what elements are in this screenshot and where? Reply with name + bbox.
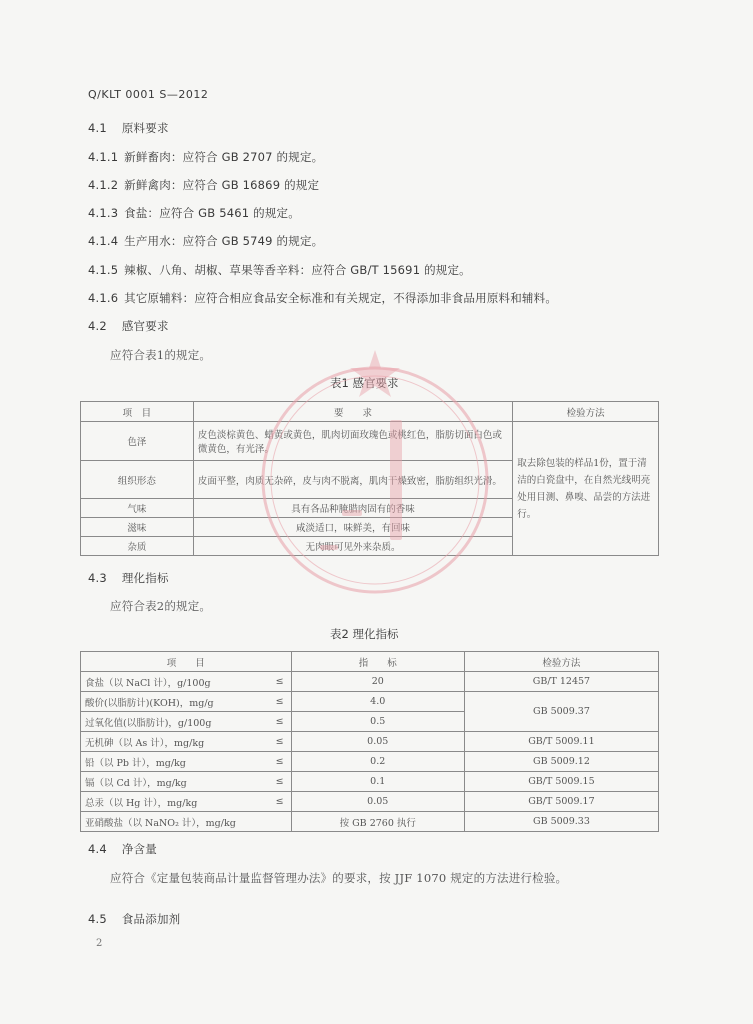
section-text: 新鲜畜肉：应符合 GB 2707 的规定。 — [124, 150, 324, 164]
table-row — [81, 732, 659, 752]
cell-item: 总汞（以 Hg 计），mg/kg — [81, 792, 269, 812]
section-title: 原料要求 — [121, 121, 169, 135]
column-header-value: 指 标 — [291, 652, 464, 672]
cell-comparator: ≤ — [269, 772, 291, 792]
cell-comparator: ≤ — [269, 752, 291, 772]
section-4-4-heading — [88, 841, 157, 857]
column-header-item: 项 目 — [81, 402, 194, 422]
page-number: 2 — [96, 938, 103, 949]
section-number: 4.2 — [88, 319, 107, 333]
table2-reference: 应符合表2的规定。 — [110, 599, 212, 613]
section-title: 净含量 — [121, 842, 157, 856]
cell-method: GB/T 5009.17 — [464, 792, 658, 812]
cell-value: 20 — [291, 672, 464, 692]
table-row — [81, 772, 659, 792]
document-id: Q/KLT 0001 S—2012 — [88, 88, 209, 101]
table-row — [81, 752, 659, 772]
section-4-5-heading — [88, 911, 180, 927]
table-row — [81, 672, 659, 692]
sensory-requirements-table — [80, 401, 659, 556]
cell-value: 按 GB 2760 执行 — [291, 812, 464, 832]
section-text: 食盐：应符合 GB 5461 的规定。 — [124, 206, 300, 220]
cell-value: 0.05 — [291, 732, 464, 752]
section-number: 4.1.3 — [88, 206, 119, 220]
section-title: 食品添加剂 — [121, 912, 181, 926]
section-4-3-heading — [88, 570, 169, 586]
section-4-1-4 — [88, 233, 323, 249]
section-4-1-1 — [88, 149, 323, 165]
cell-method: GB 5009.37 — [464, 692, 658, 732]
section-text: 新鲜禽肉：应符合 GB 16869 的规定 — [124, 178, 320, 192]
section-number: 4.5 — [88, 912, 107, 926]
cell-requirement: 具有各品种腌腊肉固有的香味 — [193, 499, 512, 518]
cell-item: 过氧化值(以脂肪计)，g/100g — [81, 712, 269, 732]
section-4-1-6 — [88, 290, 557, 306]
cell-method: GB 5009.12 — [464, 752, 658, 772]
cell-requirement: 无肉眼可见外来杂质。 — [193, 537, 512, 556]
section-text: 辣椒、八角、胡椒、草果等香辛料：应符合 GB/T 15691 的规定。 — [124, 263, 471, 277]
cell-comparator: ≤ — [269, 712, 291, 732]
cell-item: 杂质 — [81, 537, 194, 556]
table-header-row — [81, 652, 659, 672]
cell-item: 食盐（以 NaCl 计），g/100g — [81, 672, 269, 692]
cell-requirement: 咸淡适口，味鲜美，有回味 — [193, 518, 512, 537]
section-number: 4.3 — [88, 571, 107, 585]
section-number: 4.1.4 — [88, 234, 119, 248]
cell-item: 组织形态 — [81, 461, 194, 499]
cell-method: GB/T 5009.11 — [464, 732, 658, 752]
column-header-method: 检验方法 — [464, 652, 658, 672]
cell-method: 取去除包装的样品1份，置于清洁的白瓷盘中，在自然光线明亮处用目测、鼻嗅、品尝的方法进行。 — [513, 422, 659, 556]
section-title: 感官要求 — [121, 319, 169, 333]
section-number: 4.1.2 — [88, 178, 119, 192]
physicochemical-table — [80, 651, 659, 832]
section-text: 生产用水：应符合 GB 5749 的规定。 — [124, 234, 324, 248]
cell-value: 0.5 — [291, 712, 464, 732]
section-number: 4.1.6 — [88, 291, 119, 305]
cell-method: GB 5009.33 — [464, 812, 658, 832]
section-4-1-heading — [88, 120, 169, 136]
cell-comparator: ≤ — [269, 792, 291, 812]
section-number: 4.1 — [88, 121, 107, 135]
section-4-1-5 — [88, 262, 471, 278]
table-header-row — [81, 402, 659, 422]
section-number: 4.1.5 — [88, 263, 119, 277]
cell-method: GB/T 5009.15 — [464, 772, 658, 792]
cell-item: 无机砷（以 As 计），mg/kg — [81, 732, 269, 752]
column-header-item: 项 目 — [81, 652, 292, 672]
cell-value: 0.1 — [291, 772, 464, 792]
column-header-method: 检验方法 — [513, 402, 659, 422]
cell-item: 铅（以 Pb 计），mg/kg — [81, 752, 269, 772]
table-row — [81, 422, 659, 461]
table-row — [81, 812, 659, 832]
section-4-1-2 — [88, 177, 319, 193]
section-number: 4.1.1 — [88, 150, 119, 164]
cell-item: 酸价(以脂肪计)(KOH)，mg/g — [81, 692, 269, 712]
table-row — [81, 792, 659, 812]
cell-comparator: ≤ — [269, 692, 291, 712]
cell-comparator: ≤ — [269, 672, 291, 692]
section-text: 其它原辅料：应符合相应食品安全标准和有关规定，不得添加非食品用原料和辅料。 — [124, 291, 558, 305]
table2-caption: 表2 理化指标 — [330, 627, 399, 641]
table-row — [81, 692, 659, 712]
cell-item: 气味 — [81, 499, 194, 518]
cell-method: GB/T 12457 — [464, 672, 658, 692]
cell-item: 镉（以 Cd 计），mg/kg — [81, 772, 269, 792]
cell-item: 色泽 — [81, 422, 194, 461]
cell-comparator: ≤ — [269, 732, 291, 752]
cell-item: 亚硝酸盐（以 NaNO₂ 计），mg/kg — [81, 812, 292, 832]
section-4-1-3 — [88, 205, 300, 221]
table1-caption: 表1 感官要求 — [330, 376, 399, 390]
cell-value: 0.2 — [291, 752, 464, 772]
section-4-2-heading — [88, 318, 169, 334]
column-header-requirement: 要 求 — [193, 402, 512, 422]
cell-requirement: 皮面平整，肉质无杂碎，皮与肉不脱离，肌肉干燥致密，脂肪组织光滑。 — [193, 461, 512, 499]
table1-reference: 应符合表1的规定。 — [110, 348, 212, 362]
cell-requirement: 皮色淡棕黄色、蜡黄或黄色，肌肉切面玫瑰色或桃红色，脂肪切面白色或微黄色，有光泽。 — [193, 422, 512, 461]
section-number: 4.4 — [88, 842, 107, 856]
section-title: 理化指标 — [121, 571, 169, 585]
cell-value: 0.05 — [291, 792, 464, 812]
cell-item: 滋味 — [81, 518, 194, 537]
net-content-text: 应符合《定量包装商品计量监督管理办法》的要求，按 JJF 1070 规定的方法进行检验。 — [110, 871, 568, 885]
cell-value: 4.0 — [291, 692, 464, 712]
